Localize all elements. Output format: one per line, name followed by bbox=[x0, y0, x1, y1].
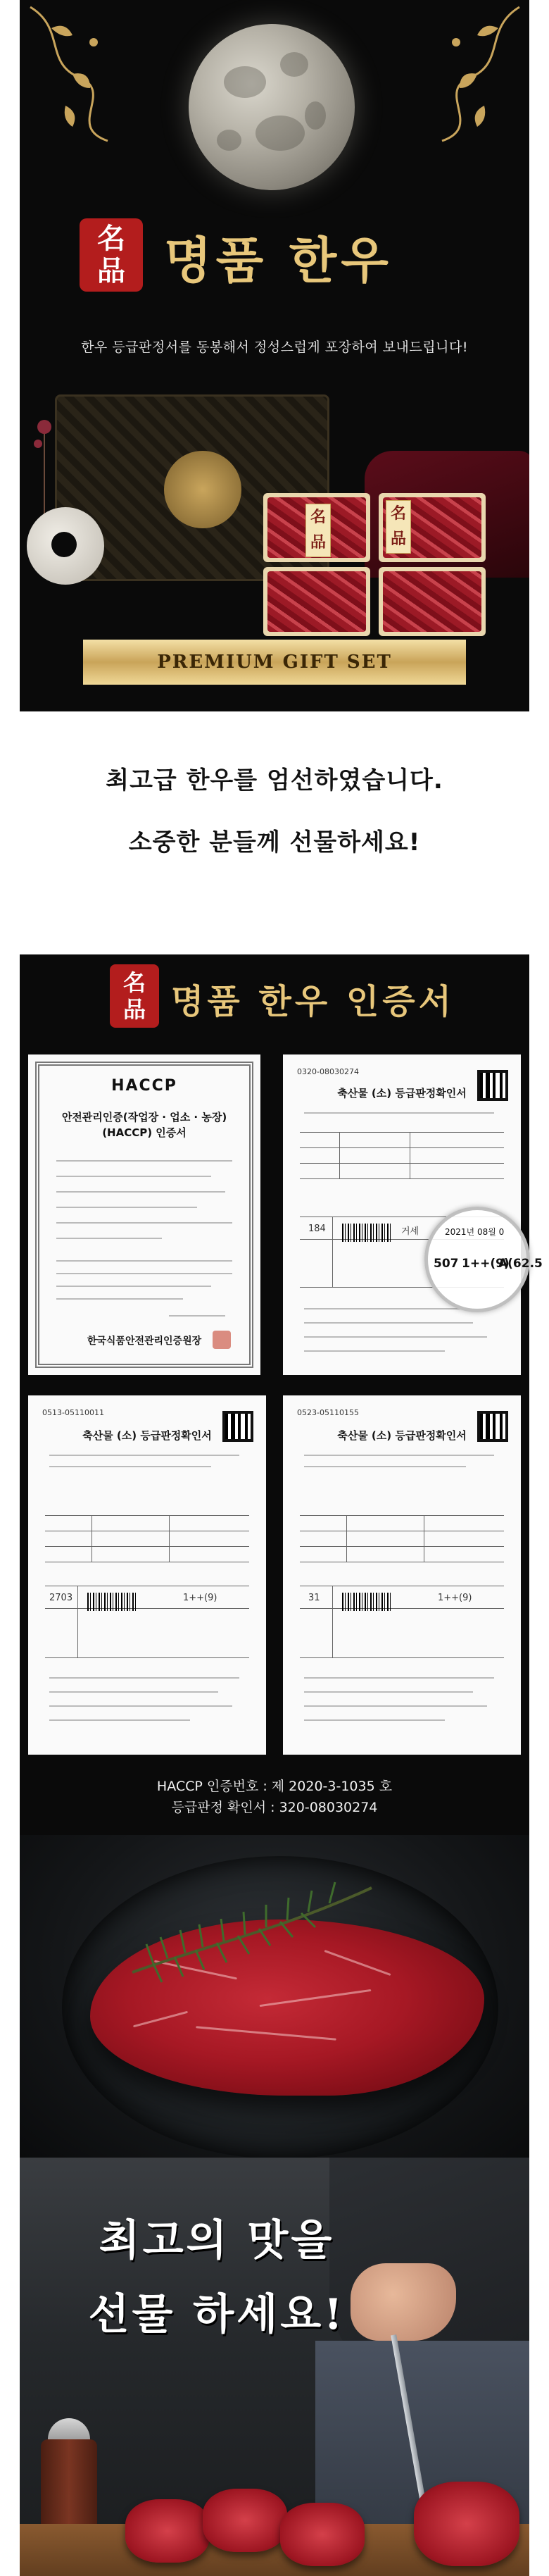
grade-confirmation-2 bbox=[28, 1395, 266, 1755]
barcode-icon bbox=[342, 1593, 391, 1611]
barcode-icon bbox=[342, 1224, 391, 1242]
promo-line-1: 최고급 한우를 엄선하였습니다. bbox=[106, 766, 443, 795]
haccp-header: HACCP bbox=[111, 1077, 177, 1095]
myeongpum-seal bbox=[80, 218, 143, 292]
seal-char-1: 名 bbox=[122, 969, 146, 996]
steak-photo bbox=[20, 1835, 529, 2158]
haccp-number-text: HACCP 인증번호 : 제 2020-3-1035 호 bbox=[156, 1779, 393, 1794]
beef-slice bbox=[125, 2499, 210, 2563]
gold-vine-left-decoration bbox=[23, 0, 129, 148]
grade-doc-3-number: 0523-05110155 bbox=[297, 1408, 359, 1417]
grade-doc-1-number: 0320-08030274 bbox=[297, 1067, 359, 1076]
chef-title-line-2: 선물 하세요! bbox=[88, 2290, 346, 2339]
grade-confirmation-3 bbox=[283, 1395, 521, 1755]
certificate-banner bbox=[20, 954, 529, 1038]
grade-doc-3-cell-2: 1++(9) bbox=[438, 1593, 472, 1603]
myeongpum-seal bbox=[110, 964, 159, 1028]
seal-char-2: 品 bbox=[122, 996, 146, 1023]
haccp-title-2: (HACCP) 인증서 bbox=[102, 1126, 187, 1139]
certificate-banner-title: 명품 한우 인증서 bbox=[171, 982, 455, 1021]
premium-gift-set-banner: PREMIUM GIFT SET bbox=[83, 640, 466, 685]
hero-section bbox=[20, 0, 529, 711]
full-moon-illustration bbox=[189, 24, 355, 190]
grade-number-text: 등급판정 확인서 : 320-08030274 bbox=[171, 1800, 378, 1815]
rosemary-sprig bbox=[125, 1867, 379, 1986]
grade-doc-3-cell-1: 31 bbox=[308, 1593, 320, 1603]
pack-label: 名品 bbox=[386, 500, 411, 554]
beef-block bbox=[414, 2482, 519, 2566]
haccp-title-1: 안전관리인증(작업장 · 업소 · 농장) bbox=[61, 1111, 227, 1124]
grade-doc-3-title: 축산물 (소) 등급판정확인서 bbox=[337, 1429, 467, 1442]
grade-doc-2-number: 0513-05110011 bbox=[42, 1408, 104, 1417]
vase-opening bbox=[51, 532, 77, 557]
seal-char-1: 名 bbox=[97, 222, 125, 255]
hero-title: 명품 한우 bbox=[164, 231, 393, 290]
pack-label: 名品 bbox=[305, 504, 331, 557]
grade-doc-1-cell-1: 184 bbox=[308, 1224, 326, 1234]
meat-pack-4 bbox=[379, 567, 486, 636]
magnifier-lens bbox=[424, 1207, 543, 1312]
grade-doc-2-cell-2: 1++(9) bbox=[183, 1593, 217, 1603]
meat-pack-3 bbox=[263, 508, 370, 636]
magnifier-date: 2021년 08월 0 bbox=[445, 1227, 505, 1237]
haccp-certificate bbox=[28, 1054, 260, 1375]
grade-doc-1-title: 축산물 (소) 등급판정확인서 bbox=[337, 1087, 467, 1100]
dried-flower-decoration bbox=[34, 416, 55, 514]
promo-line-2: 소중한 분들께 선물하세요! bbox=[128, 828, 421, 857]
hero-subtitle: 한우 등급판정서를 동봉해서 정성스럽게 포장하여 보내드립니다! bbox=[81, 340, 468, 355]
gift-box-emblem bbox=[164, 451, 241, 528]
gold-vine-right-decoration bbox=[421, 0, 526, 148]
magnifier-value-3: A(62.5 bbox=[498, 1257, 543, 1271]
beef-slice bbox=[280, 2503, 365, 2566]
barcode-icon bbox=[87, 1593, 137, 1611]
meat-pack-2 bbox=[379, 493, 486, 562]
magnifier-value-2: 1++(9) bbox=[462, 1257, 510, 1271]
seal-char-2: 品 bbox=[97, 254, 125, 287]
hero-title-group bbox=[20, 211, 529, 296]
certificates-section bbox=[20, 1038, 543, 1835]
grade-doc-1-cell-2: 거세 bbox=[401, 1226, 419, 1237]
chef-slicing-photo bbox=[20, 2158, 529, 2576]
chef-title-line-1: 최고의 맛을 bbox=[99, 2216, 335, 2265]
grade-doc-2-cell-1: 2703 bbox=[49, 1593, 73, 1603]
magnifier-value-1: 507 bbox=[434, 1257, 459, 1271]
grade-doc-2-title: 축산물 (소) 등급판정확인서 bbox=[82, 1429, 212, 1442]
haccp-issuer: 한국식품안전관리인증원장 bbox=[87, 1336, 202, 1347]
beef-slice bbox=[203, 2489, 287, 2552]
